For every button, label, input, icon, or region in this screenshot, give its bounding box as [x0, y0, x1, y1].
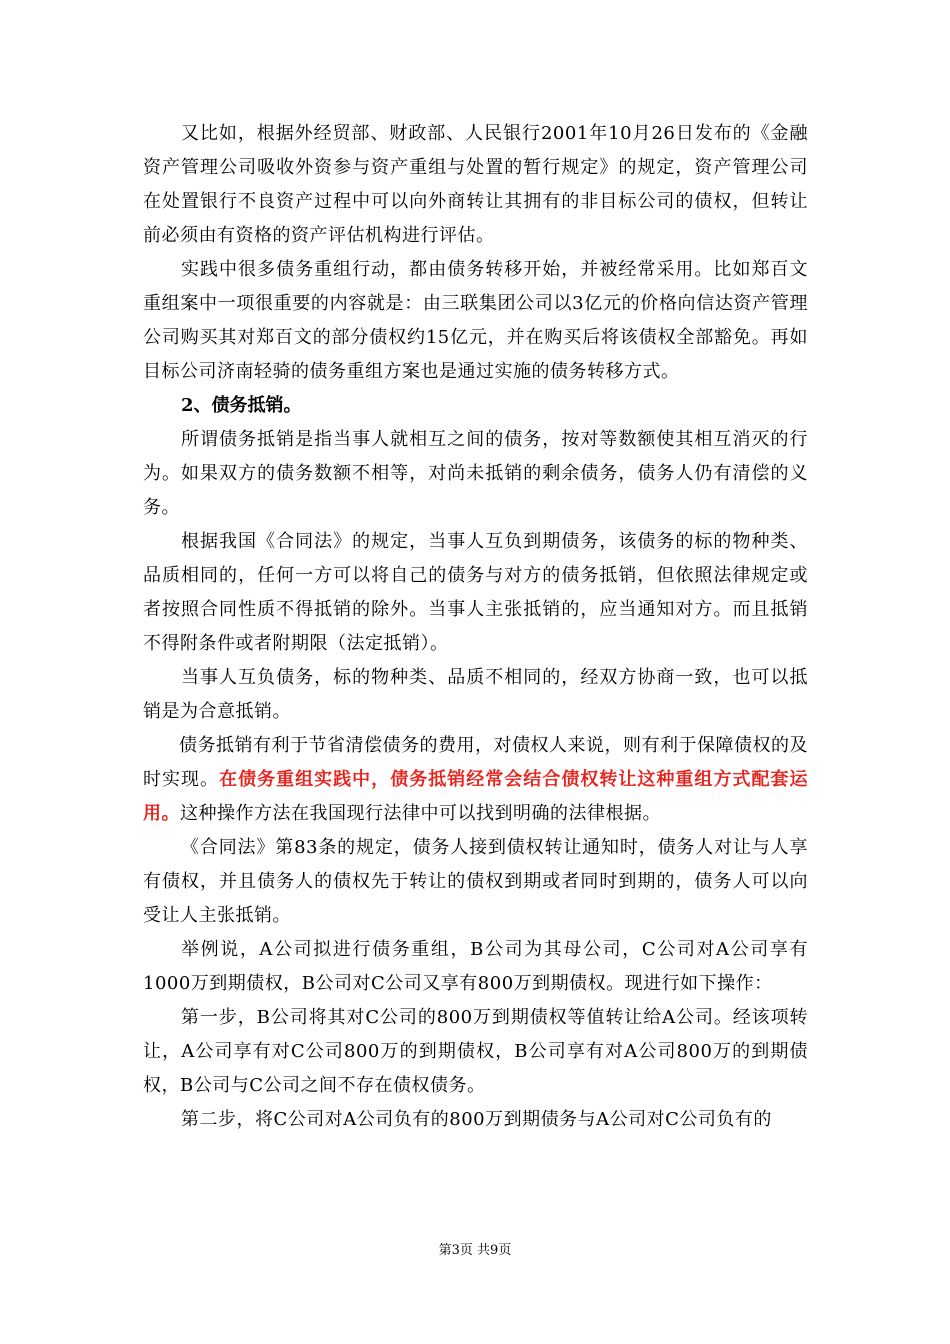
paragraph-offset-benefits — [143, 729, 808, 831]
offset-legal-basis-text: 这种操作方法在我国现行法律中可以找到明确的法律根据。 — [180, 803, 661, 824]
paragraph-step-one: 第一步，B公司将其对C公司的800万到期债权等值转让给A公司。经该项转让，A公司享有对C公司800万的到期债权，B公司享有对A公司800万的到期债权，B公司与C公司之间不存在债权债务。 — [143, 1007, 808, 1096]
highlighted-text: 在债务重组实践中，债务抵销经常会结合债权转让这种重组方式配套运用。 — [143, 769, 809, 824]
paragraph-debt-transfer-practice: 实践中很多债务重组行动，都由债务转移开始，并被经常采用。比如郑百文重组案中一项很重要的内容就是：由三联集团公司以3亿元的价格向信达资产管理公司购买其对郑百文的部分债权约15亿元，并在购买后将该债权全部豁免。再如目标公司济南轻骑的债务重组方案也是通过实施的债务转移方式。 — [143, 259, 808, 382]
paragraph-foreign-investment: 又比如，根据外经贸部、财政部、人民银行2001年10月26日发布的《金融资产管理公司吸收外资参与资产重组与处置的暂行规定》的规定，资产管理公司在处置银行不良资产过程中可以向外商转让其拥有的非目标公司的债权，但转让前必须由有资格的资产评估机构进行评估。 — [143, 123, 808, 246]
paragraph-article-83: 《合同法》第83条的规定，债务人接到债权转让通知时，债务人对让与人享有债权，并且债务人的债权先于转让的债权到期或者同时到期的，债务人可以向受让人主张抵销。 — [143, 837, 808, 926]
offset-benefits-text: 债务抵销有利于节省清偿债务的费用，对债权人来说，则有利于保障债权的及时实现。 — [143, 735, 808, 790]
paragraph-agreed-offset: 当事人互负债务，标的物种类、品质不相同的，经双方协商一致，也可以抵销是为合意抵销。 — [143, 667, 808, 722]
paragraph-contract-law-offset: 根据我国《合同法》的规定，当事人互负到期债务，该债务的标的物种类、品质相同的，任何一方可以将自己的债务与对方的债务抵销，但依照法律规定或者按照合同性质不得抵销的除外。当事人主张抵销的，应当通知对方。而且抵销不得附条件或者附期限（法定抵销）。 — [143, 531, 808, 654]
paragraph-example-intro: 举例说，A公司拟进行债务重组，B公司为其母公司，C公司对A公司享有1000万到期债权，B公司对C公司又享有800万到期债权。现进行如下操作： — [143, 939, 808, 994]
paragraph-offset-definition: 所谓债务抵销是指当事人就相互之间的债务，按对等数额使其相互消灭的行为。如果双方的债务数额不相等，对尚未抵销的剩余债务，债务人仍有清偿的义务。 — [143, 429, 808, 518]
page-body — [143, 117, 808, 1137]
paragraph-step-two: 第二步，将C公司对A公司负有的800万到期债务与A公司对C公司负有的 — [181, 1109, 772, 1130]
page-number-footer: 第3页 共9页 — [438, 1243, 512, 1258]
section-heading-debt-offset: 2、债务抵销。 — [181, 395, 302, 416]
